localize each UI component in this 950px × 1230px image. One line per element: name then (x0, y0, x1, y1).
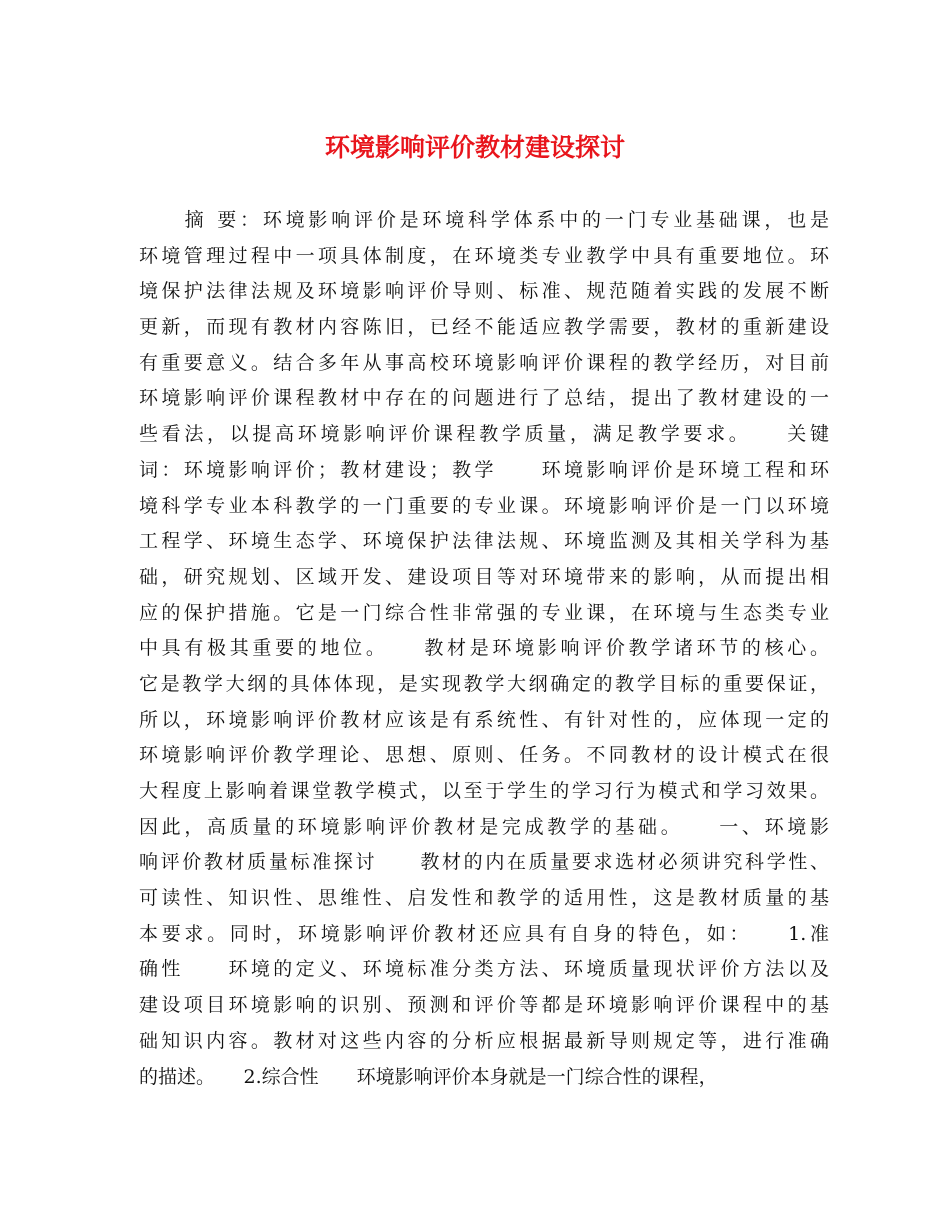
body-line: 本要求。同时，环境影响评价教材还应具有自身的特色，如： 1.准 (139, 922, 829, 945)
body-line: 环境管理过程中一项具体制度，在环境类专业教学中具有重要地位。环 (139, 244, 829, 267)
body-line: 础知识内容。教材对这些内容的分析应根据最新导则规定等，进行准确 (139, 1029, 829, 1052)
body-line: 建设项目环境影响的识别、预测和评价等都是环境影响评价课程中的基 (139, 994, 829, 1017)
body-line: 境保护法律法规及环境影响评价导则、标准、规范随着实践的发展不断 (139, 280, 829, 303)
body-line: 有重要意义。结合多年从事高校环境影响评价课程的教学经历，对目前 (139, 351, 829, 374)
body-line: 响评价教材质量标准探讨 教材的内在质量要求选材必须讲究科学性、 (139, 851, 829, 874)
body-line: 确性 环境的定义、环境标准分类方法、环境质量现状评价方法以及 (139, 958, 829, 981)
body-line: 中具有极其重要的地位。 教材是环境影响评价教学诸环节的核心。 (139, 637, 829, 660)
body-line: 些看法，以提高环境影响评价课程教学质量，满足教学要求。 关键 (139, 423, 829, 446)
body-line: 大程度上影响着课堂教学模式，以至于学生的学习行为模式和学习效果。 (139, 780, 829, 802)
body-line: 所以，环境影响评价教材应该是有系统性、有针对性的，应体现一定的 (139, 708, 829, 731)
body-line: 词：环境影响评价；教材建设；教学 环境影响评价是环境工程和环 (139, 458, 829, 481)
body-line: 础，研究规划、区域开发、建设项目等对环境带来的影响，从而提出相 (139, 565, 829, 588)
body-line: 工程学、环境生态学、环境保护法律法规、环境监测及其相关学科为基 (139, 530, 829, 553)
body-line: 环境影响评价课程教材中存在的问题进行了总结，提出了教材建设的一 (139, 387, 829, 410)
body-line: 的描述。 2.综合性 环境影响评价本身就是一门综合性的课程， (139, 1065, 718, 1088)
body-line: 境科学专业本科教学的一门重要的专业课。环境影响评价是一门以环境 (139, 494, 829, 517)
body-line: 更新，而现有教材内容陈旧，已经不能适应教学需要，教材的重新建设 (139, 316, 829, 339)
document-body (139, 203, 829, 1095)
body-line: 环境影响评价教学理论、思想、原则、任务。不同教材的设计模式在很 (139, 744, 829, 767)
body-line: 可读性、知识性、思维性、启发性和教学的适用性，这是教材质量的基 (139, 887, 829, 910)
document-title: 环境影响评价教材建设探讨 (324, 133, 625, 162)
body-line: 因此，高质量的环境影响评价教材是完成教学的基础。 一、环境影 (139, 815, 829, 838)
body-line: 摘 要：环境影响评价是环境科学体系中的一门专业基础课，也是 (139, 209, 829, 231)
body-line: 它是教学大纲的具体体现，是实现教学大纲确定的教学目标的重要保证， (139, 672, 829, 695)
body-line: 应的保护措施。它是一门综合性非常强的专业课，在环境与生态类专业 (139, 601, 829, 624)
